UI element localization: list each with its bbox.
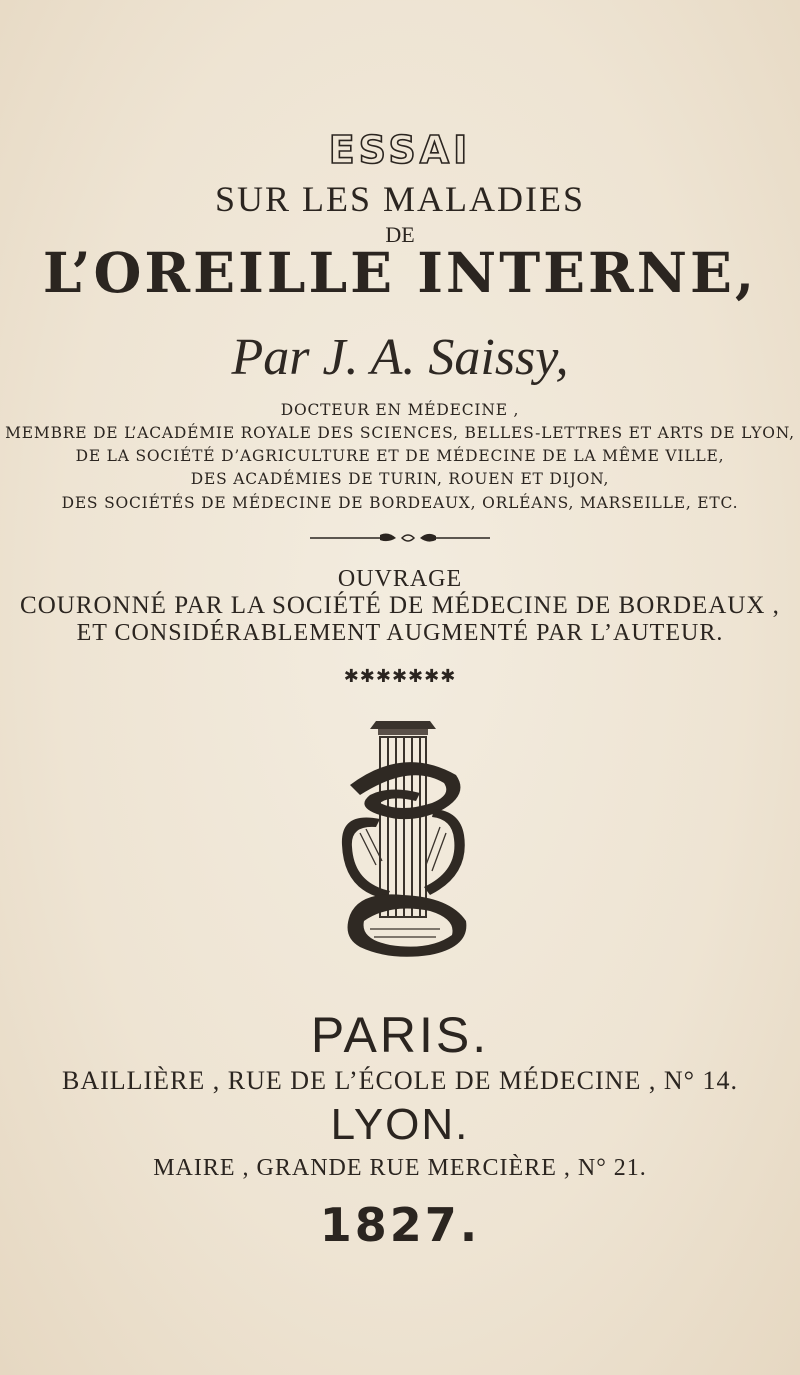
imprint-publisher-lyon: MAIRE , GRANDE RUE MERCIÈRE , N° 21.: [153, 1155, 647, 1181]
imprint-city-lyon: LYON.: [330, 1100, 470, 1149]
essai-heading: ESSAI: [328, 128, 472, 172]
credential-line: MEMBRE DE L’ACADÉMIE ROYALE DES SCIENCES, BELLES-LETTRES ET ARTS DE LYON,: [5, 424, 795, 442]
connector-de: DE: [385, 222, 415, 247]
credential-line: DES ACADÉMIES DE TURIN, ROUEN ET DIJON,: [190, 470, 610, 488]
star-ornament: ✱✱✱✱✱✱✱: [343, 666, 457, 687]
publication-year: 1827.: [319, 1198, 481, 1252]
imprint-city-paris: PARIS.: [310, 1007, 490, 1063]
ouvrage-label: OUVRAGE: [337, 566, 463, 592]
author-line: Par J. A. Saissy,: [231, 329, 569, 386]
imprint-publisher-paris: BAILLIÈRE , RUE DE L’ÉCOLE DE MÉDECINE , N° 14.: [61, 1066, 739, 1095]
caduceus-column-icon: [320, 715, 486, 971]
subject-line: SUR LES MALADIES: [214, 179, 586, 219]
credential-line: DES SOCIÉTÉS DE MÉDECINE DE BORDEAUX, ORLÉANS, MARSEILLE, ETC.: [61, 494, 739, 512]
award-line: COURONNÉ PAR LA SOCIÉTÉ DE MÉDECINE DE BORDEAUX ,: [20, 592, 780, 619]
ornamental-rule: [310, 528, 490, 548]
augmented-line: ET CONSIDÉRABLEMENT AUGMENTÉ PAR L’AUTEUR.: [76, 620, 724, 646]
credential-line: DE LA SOCIÉTÉ D’AGRICULTURE ET DE MÉDECINE DE LA MÊME VILLE,: [75, 447, 725, 465]
main-title: L’OREILLE INTERNE,: [42, 240, 758, 305]
credential-line: DOCTEUR EN MÉDECINE ,: [280, 401, 520, 419]
